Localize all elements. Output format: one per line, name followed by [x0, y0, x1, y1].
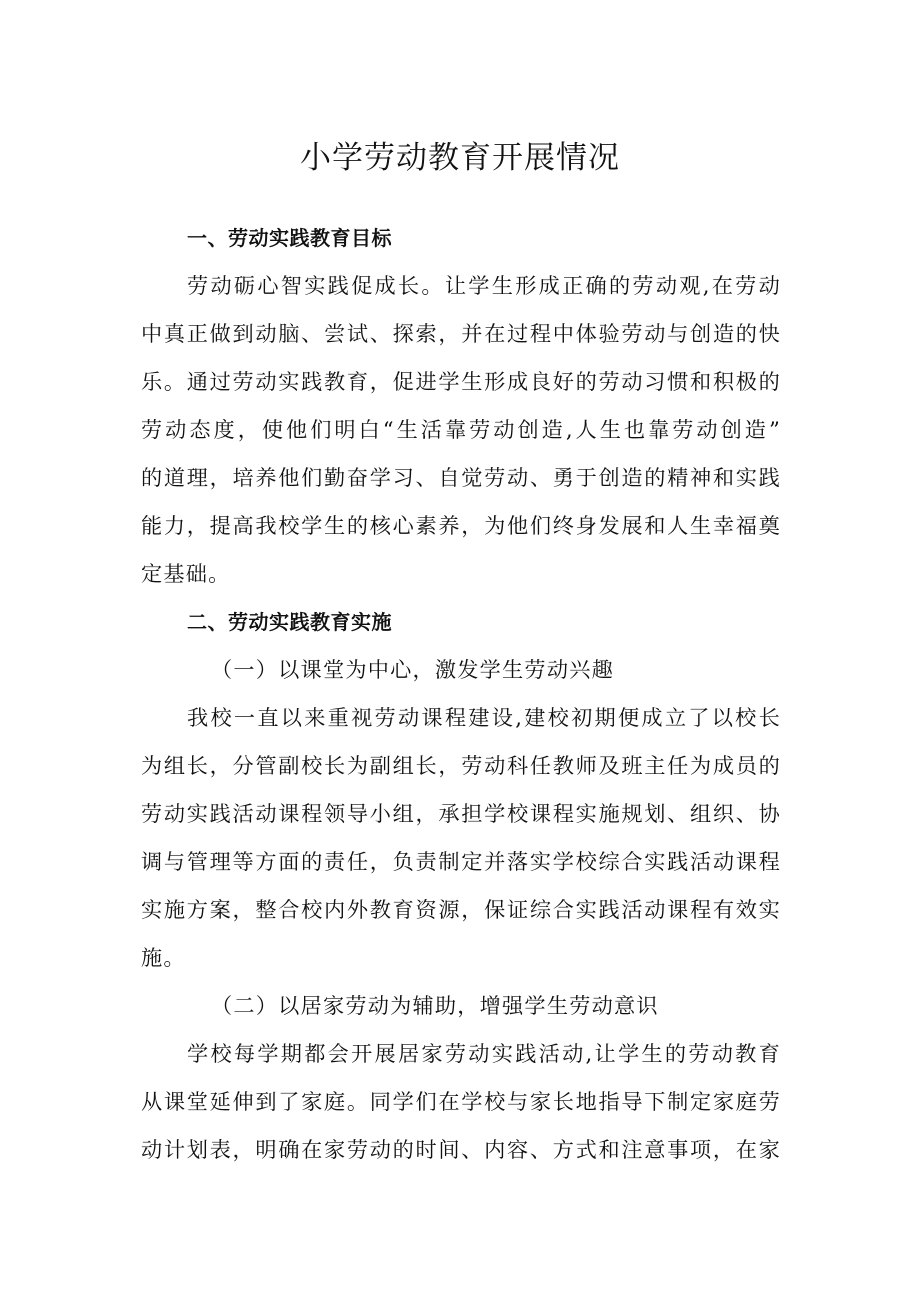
section-heading-implementation: 二、劳动实践教育实施 — [187, 610, 392, 634]
paragraph-line: 动计划表，明确在家劳动的时间、内容、方式和注意事项，在家 — [141, 1137, 781, 1162]
paragraph-home — [141, 1030, 781, 1174]
paragraph-classroom — [141, 694, 781, 982]
document-title: 小学劳动教育开展情况 — [300, 140, 620, 176]
paragraph-line: 劳动态度，使他们明白“生活靠劳动创造,人生也靠劳动创造” — [141, 417, 781, 442]
subsection-heading-home: （二）以居家劳动为辅助，增强学生劳动意识 — [211, 993, 659, 1018]
paragraph-line: 劳动实践活动课程领导小组，承担学校课程实施规划、组织、协 — [141, 801, 781, 826]
paragraph-line: 劳动砺心智实践促成长。让学生形成正确的劳动观,在劳动 — [187, 273, 781, 298]
paragraph-goals — [141, 262, 781, 598]
subsection-heading-classroom: （一）以课堂为中心，激发学生劳动兴趣 — [211, 657, 614, 682]
paragraph-line: 为组长，分管副校长为副组长，劳动科任教师及班主任为成员的 — [141, 753, 781, 778]
paragraph-line: 实施方案，整合校内外教育资源，保证综合实践活动课程有效实 — [141, 897, 781, 922]
section-heading-goals: 一、劳动实践教育目标 — [187, 226, 392, 250]
document-body — [141, 214, 781, 1174]
paragraph-line: 学校每学期都会开展居家劳动实践活动,让学生的劳动教育 — [187, 1041, 781, 1066]
paragraph-line: 我校一直以来重视劳动课程建设,建校初期便成立了以校长 — [187, 705, 781, 730]
paragraph-line: 调与管理等方面的责任，负责制定并落实学校综合实践活动课程 — [141, 849, 781, 874]
paragraph-line: 乐。通过劳动实践教育，促进学生形成良好的劳动习惯和积极的 — [141, 369, 781, 394]
paragraph-line: 从课堂延伸到了家庭。同学们在学校与家长地指导下制定家庭劳 — [141, 1089, 781, 1114]
paragraph-line: 定基础。 — [141, 561, 231, 586]
paragraph-line: 中真正做到动脑、尝试、探索，并在过程中体验劳动与创造的快 — [141, 321, 781, 346]
paragraph-line: 施。 — [141, 945, 186, 970]
paragraph-line: 能力，提高我校学生的核心素养，为他们终身发展和人生幸福奠 — [141, 513, 781, 538]
paragraph-line: 的道理，培养他们勤奋学习、自觉劳动、勇于创造的精神和实践 — [141, 465, 781, 490]
